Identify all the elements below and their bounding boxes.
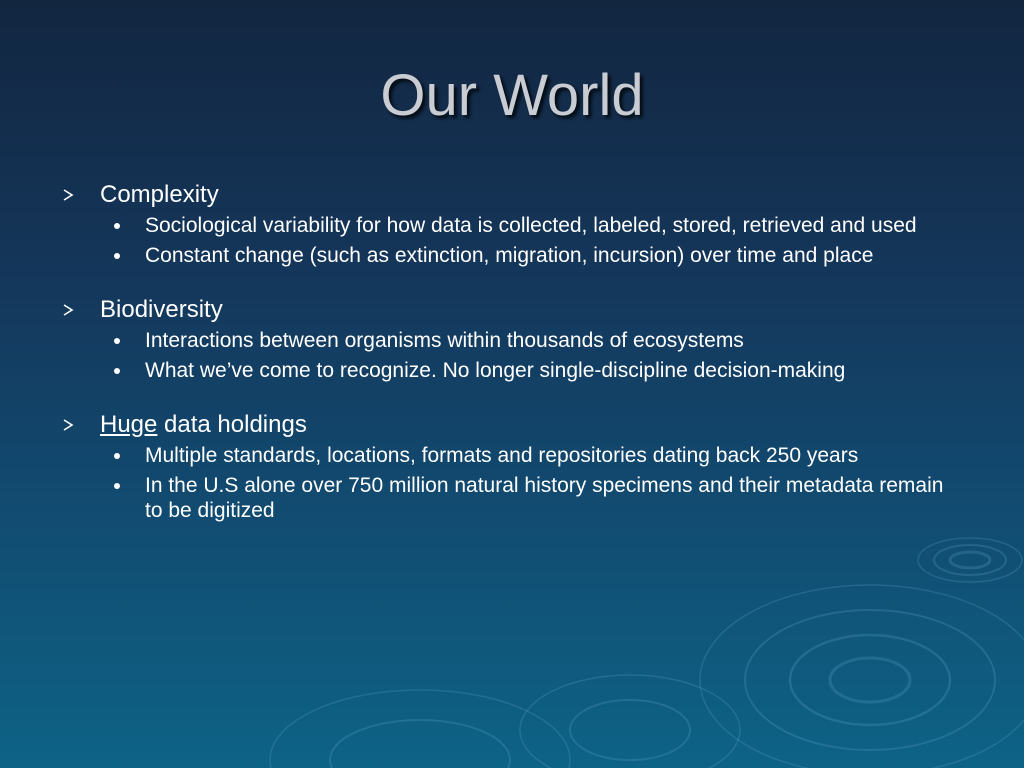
list-item: Multiple standards, locations, formats and repositories dating back 250 years	[62, 443, 962, 468]
bullet-list	[62, 443, 962, 523]
section-huge-data-holdings	[62, 409, 962, 523]
list-item: In the U.S alone over 750 million natural history specimens and their metadata remain to be digitized	[62, 473, 962, 523]
chevron-right-icon	[62, 189, 100, 201]
slide-title: Our World	[380, 63, 644, 128]
list-item: Sociological variability for how data is collected, labeled, stored, retrieved and used	[62, 213, 962, 238]
chevron-right-icon	[62, 419, 100, 431]
dot-icon	[114, 253, 120, 259]
section-biodiversity	[62, 294, 962, 383]
chevron-right-icon	[62, 304, 100, 316]
dot-icon	[114, 483, 120, 489]
section-heading: Huge data holdings	[100, 411, 307, 438]
section-heading: Biodiversity	[100, 296, 223, 323]
bullet-list	[62, 328, 962, 383]
dot-icon	[114, 453, 120, 459]
list-item: What we’ve come to recognize. No longer single-discipline decision-making	[62, 358, 962, 383]
bullet-list	[62, 213, 962, 268]
dot-icon	[114, 223, 120, 229]
section-heading: Complexity	[100, 181, 219, 208]
dot-icon	[114, 338, 120, 344]
section-complexity	[62, 179, 962, 268]
list-item: Constant change (such as extinction, migration, incursion) over time and place	[62, 243, 962, 268]
list-item: Interactions between organisms within thousands of ecosystems	[62, 328, 962, 353]
dot-icon	[114, 368, 120, 374]
slide-body	[62, 179, 962, 549]
